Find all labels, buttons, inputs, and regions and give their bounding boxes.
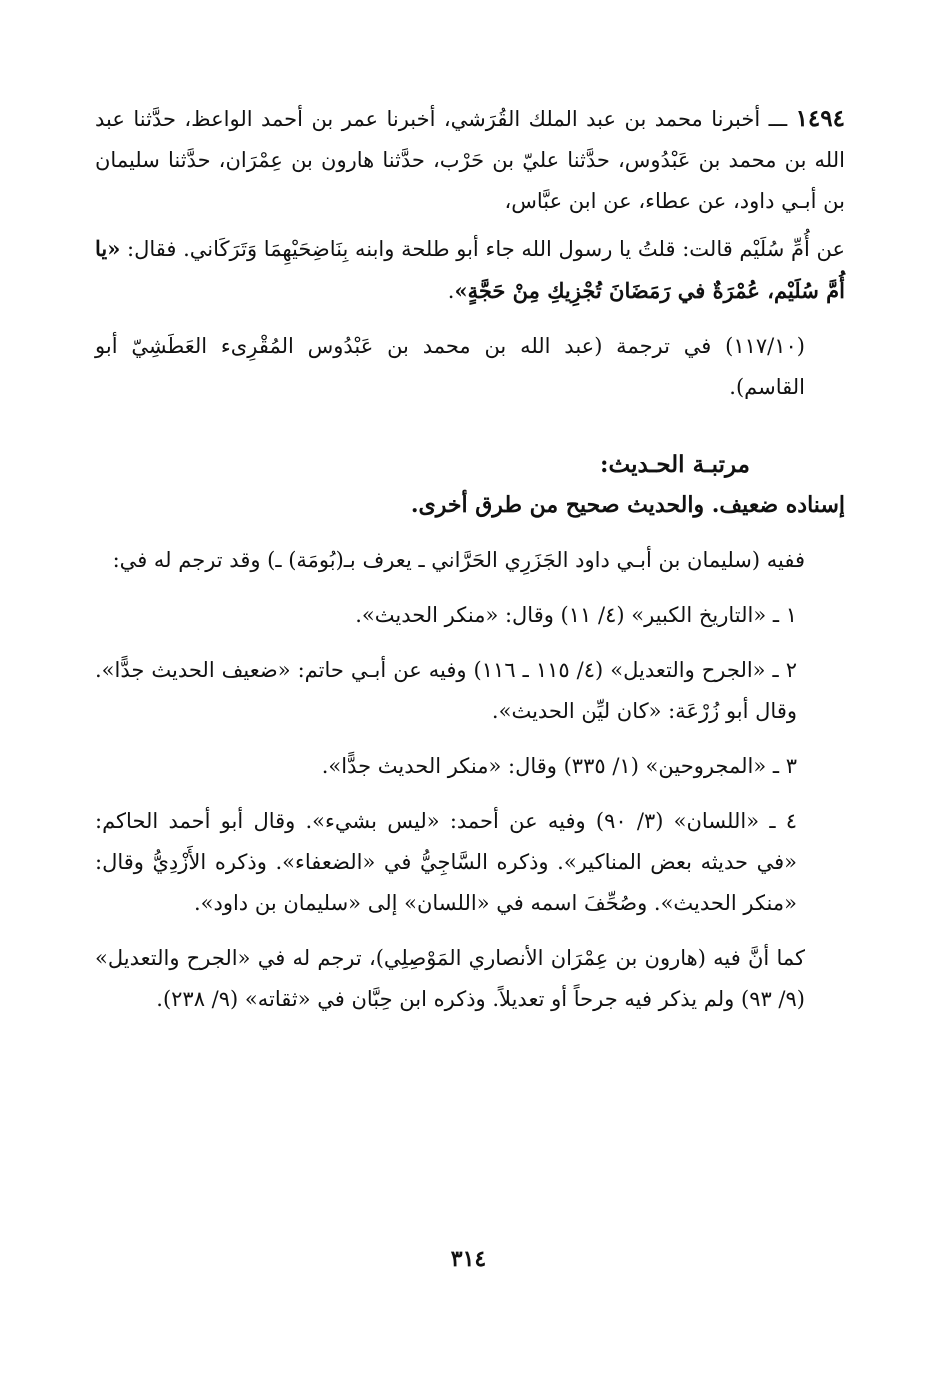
hadith-dash: ـــ [760, 107, 796, 131]
reference-item: ٣ ـ «المجروحين» (١/ ٣٣٥) وقال: «منكر الحديث جدًّا». [321, 754, 797, 778]
grading-verdict: إسناده ضعيف. والحديث صحيح من طرق أخرى. [410, 492, 845, 518]
page-number: ٣١٤ [450, 1246, 487, 1272]
reference-item: ١ ـ «التاريخ الكبير» (٤/ ١١) وقال: «منكر الحديث». [355, 603, 797, 627]
grading-heading: مرتبـة الحـديث: [600, 451, 750, 478]
hadith-paragraph [95, 98, 845, 222]
reference-item: ٢ ـ «الجرح والتعديل» (٤/ ١١٥ ـ ١١٦) وفيه عن أبـي حاتم: «ضعيف الحديث جدًّا». وقال أبو زُرْعَة: «كان ليِّن الحديث». [95, 658, 797, 723]
hadith-isnad: أخبرنا محمد بن عبد الملك القُرَشي، أخبرنا عمر بن أحمد الواعظ، حدَّثنا عبد الله بن محمد بن عَبْدُوس، حدَّثنا عليّ بن حَرْب، حدَّثنا هارون بن عِمْرَان، حدَّثنا سليمان بن أبـي داود، عن عطاء، عن ابن عبَّاس، [95, 107, 845, 213]
source-reference: (١١٧/١٠) في ترجمة (عبد الله بن محمد بن عَبْدُوس المُقْرِىء العَطَشِيّ أبو القاسم). [95, 334, 805, 399]
matn-text: «يا أُمَّ سُلَيْم، عُمْرَةٌ في رَمَضَانَ تُجْزِيكِ مِنْ حَجَّةٍ» [95, 236, 845, 303]
grading-intro: ففيه (سليمان بن أبـي داود الجَزَرِي الحَرَّاني ـ يعرف بـ(بُومَة) ـ) وقد ترجم له في: [112, 548, 805, 572]
closing-paragraph: كما أنَّ فيه (هارون بن عِمْرَان الأنصاري المَوْصِلِي)، ترجم له في «الجرح والتعديل» (٩/ ٩٣) ولم يذكر فيه جرحاً أو تعديلاً. وذكره ابن حِبَّان في «ثقاته» (٩/ ٢٣٨). [95, 946, 805, 1011]
matn-intro: عن أُمِّ سُلَيْم قالت: قلتُ يا رسول الله جاء أبو طلحة وابنه بِنَاضِحَيْهِمَا وَتَرَكَاني. فقال: [120, 237, 845, 261]
page-body [95, 98, 845, 1020]
matn-end: . [447, 279, 455, 303]
hadith-number: ١٤٩٤ [795, 105, 845, 132]
reference-item: ٤ ـ «اللسان» (٣/ ٩٠) وفيه عن أحمد: «ليس بشيء». وقال أبو أحمد الحاكم: «في حديثه بعض المناكير». وذكره السَّاجِيُّ في «الضعفاء». وذكره الأَزْدِيُّ وقال: «منكر الحديث». وصُحِّفَ اسمه في «اللسان» إلى «سليمان بن داود». [95, 809, 797, 915]
hadith-matn [95, 228, 845, 312]
